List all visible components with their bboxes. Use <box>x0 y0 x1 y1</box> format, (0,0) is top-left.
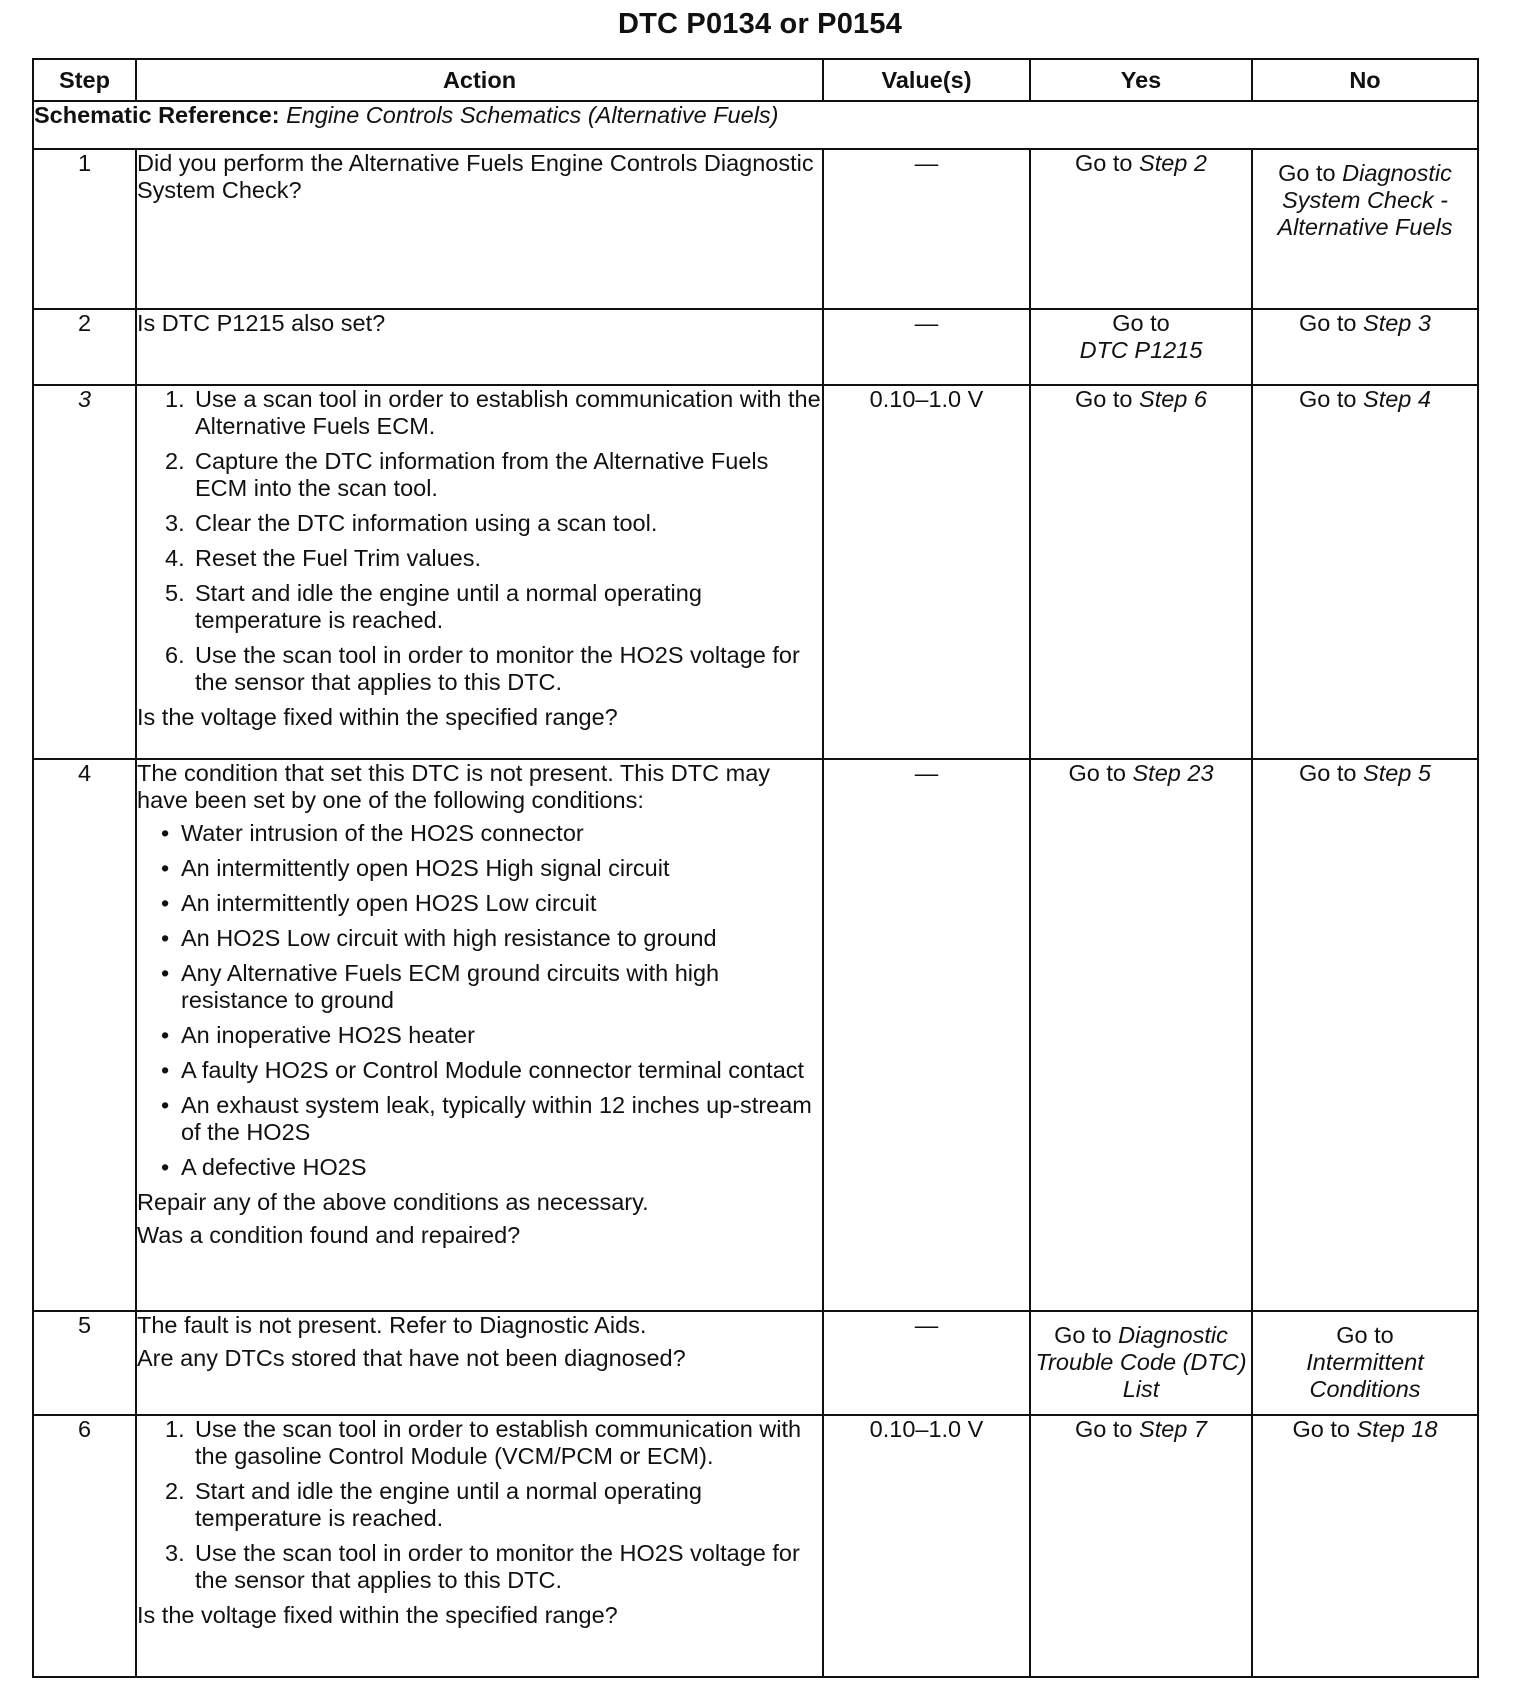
yes-prefix: Go to <box>1075 150 1140 176</box>
list-item: 2. Capture the DTC information from the Alternative Fuels ECM into the scan tool. <box>165 448 769 501</box>
step-number: 3 <box>33 385 136 759</box>
no-prefix: Go to <box>1299 760 1364 786</box>
no-link[interactable]: Step 18 <box>1356 1416 1438 1442</box>
list-item: 3. Clear the DTC information using a scan tool. <box>165 510 658 536</box>
list-item: • An inoperative HO2S heater <box>159 1022 822 1049</box>
list-item: • Any Alternative Fuels ECM ground circuits with high resistance to ground <box>159 960 822 1014</box>
value-cell: 0.10–1.0 V <box>823 385 1030 759</box>
yes-cell <box>1030 149 1252 309</box>
list-item: 2. Start and idle the engine until a normal operating temperature is reached. <box>165 1478 702 1531</box>
action-cell <box>136 759 823 1311</box>
yes-prefix: Go to <box>1075 386 1140 412</box>
yes-prefix: Go to <box>1068 760 1133 786</box>
action-question: Are any DTCs stored that have not been diagnosed? <box>137 1345 686 1371</box>
step-number: 4 <box>33 759 136 1311</box>
action-cell <box>136 1311 823 1415</box>
value-cell: 0.10–1.0 V <box>823 1415 1030 1677</box>
yes-cell <box>1030 1311 1252 1415</box>
no-link[interactable]: Step 5 <box>1363 760 1431 786</box>
schematic-reference-row <box>33 101 1478 149</box>
list-item: • A faulty HO2S or Control Module connector terminal contact <box>159 1057 822 1084</box>
no-link[interactable]: Diagnostic System Check - Alternative Fuels <box>1277 160 1453 240</box>
action-cell <box>136 309 823 385</box>
header-values: Value(s) <box>823 59 1030 101</box>
yes-link[interactable]: DTC P1215 <box>1079 337 1203 363</box>
header-action: Action <box>136 59 823 101</box>
step-number: 1 <box>33 149 136 309</box>
list-item: • A defective HO2S <box>159 1154 822 1181</box>
yes-cell <box>1030 759 1252 1311</box>
list-item: 3. Use the scan tool in order to monitor the HO2S voltage for the sensor that applies to this DTC. <box>165 1540 800 1593</box>
no-cell <box>1252 1415 1478 1677</box>
list-item: 1. Use a scan tool in order to establish communication with the Alternative Fuels ECM. <box>165 386 821 439</box>
no-link[interactable]: Intermittent Conditions <box>1306 1349 1424 1402</box>
header-step: Step <box>33 59 136 101</box>
no-link[interactable]: Step 3 <box>1363 310 1431 336</box>
table-row <box>33 759 1478 1311</box>
list-item: • Water intrusion of the HO2S connector <box>159 820 822 847</box>
action-question: Is the voltage fixed within the specified range? <box>137 704 618 730</box>
list-item: • An HO2S Low circuit with high resistance to ground <box>159 925 822 952</box>
no-prefix: Go to <box>1299 386 1364 412</box>
action-intro: The fault is not present. Refer to Diagnostic Aids. <box>137 1312 647 1338</box>
table-row <box>33 1415 1478 1677</box>
step-number: 5 <box>33 1311 136 1415</box>
action-cell <box>136 149 823 309</box>
action-intro: The condition that set this DTC is not present. This DTC may have been set by one of the following conditions: <box>137 760 771 813</box>
no-cell <box>1252 1311 1478 1415</box>
value-cell: — <box>823 309 1030 385</box>
yes-prefix: Go to <box>1112 310 1170 336</box>
table-row <box>33 1311 1478 1415</box>
no-prefix: Go to <box>1278 160 1343 186</box>
yes-link[interactable]: Step 23 <box>1132 760 1214 786</box>
diagnostic-table <box>32 58 1479 1678</box>
action-question: Did you perform the Alternative Fuels Engine Controls Diagnostic System Check? <box>137 150 814 203</box>
procedure-list <box>137 1416 822 1594</box>
yes-link[interactable]: Step 7 <box>1139 1416 1207 1442</box>
schematic-reference-link[interactable]: Engine Controls Schematics (Alternative Fuels) <box>286 102 779 128</box>
list-item: • An intermittently open HO2S Low circuit <box>159 890 822 917</box>
value-cell: — <box>823 149 1030 309</box>
document-title: DTC P0134 or P0154 <box>617 8 903 40</box>
no-cell <box>1252 149 1478 309</box>
step-number: 2 <box>33 309 136 385</box>
step-number: 6 <box>33 1415 136 1677</box>
header-yes: Yes <box>1030 59 1252 101</box>
yes-link[interactable]: Step 2 <box>1139 150 1207 176</box>
yes-cell <box>1030 1415 1252 1677</box>
no-prefix: Go to <box>1292 1416 1357 1442</box>
list-item: • An intermittently open HO2S High signal circuit <box>159 855 822 882</box>
list-item: • An exhaust system leak, typically within 12 inches up-stream of the HO2S <box>159 1092 822 1146</box>
header-row <box>33 59 1478 101</box>
table-row <box>33 149 1478 309</box>
yes-link[interactable]: Step 6 <box>1139 386 1207 412</box>
yes-prefix: Go to <box>1075 1416 1140 1442</box>
no-link[interactable]: Step 4 <box>1363 386 1431 412</box>
action-question: Is the voltage fixed within the specified range? <box>137 1602 618 1628</box>
condition-list <box>137 820 822 1181</box>
yes-link[interactable]: Diagnostic Trouble Code (DTC) List <box>1035 1322 1247 1402</box>
action-cell <box>136 1415 823 1677</box>
procedure-list <box>137 386 822 696</box>
no-cell <box>1252 759 1478 1311</box>
yes-cell <box>1030 309 1252 385</box>
action-cell <box>136 385 823 759</box>
yes-prefix: Go to <box>1054 1322 1119 1348</box>
list-item: 4. Reset the Fuel Trim values. <box>165 545 482 571</box>
action-question: Was a condition found and repaired? <box>137 1222 521 1248</box>
value-cell: — <box>823 759 1030 1311</box>
list-item: 6. Use the scan tool in order to monitor the HO2S voltage for the sensor that applies to this DTC. <box>165 642 800 695</box>
table-row <box>33 309 1478 385</box>
no-prefix: Go to <box>1299 310 1364 336</box>
list-item: 1. Use the scan tool in order to establish communication with the gasoline Control Module (VCM/PCM or ECM). <box>165 1416 802 1469</box>
value-cell: — <box>823 1311 1030 1415</box>
header-no: No <box>1252 59 1478 101</box>
action-repair: Repair any of the above conditions as necessary. <box>137 1189 649 1215</box>
table-row <box>33 385 1478 759</box>
yes-cell <box>1030 385 1252 759</box>
no-prefix: Go to <box>1336 1322 1394 1348</box>
schematic-reference-label: Schematic Reference: <box>34 102 280 128</box>
no-cell <box>1252 309 1478 385</box>
list-item: 5. Start and idle the engine until a normal operating temperature is reached. <box>165 580 702 633</box>
action-question: Is DTC P1215 also set? <box>137 310 386 336</box>
no-cell <box>1252 385 1478 759</box>
